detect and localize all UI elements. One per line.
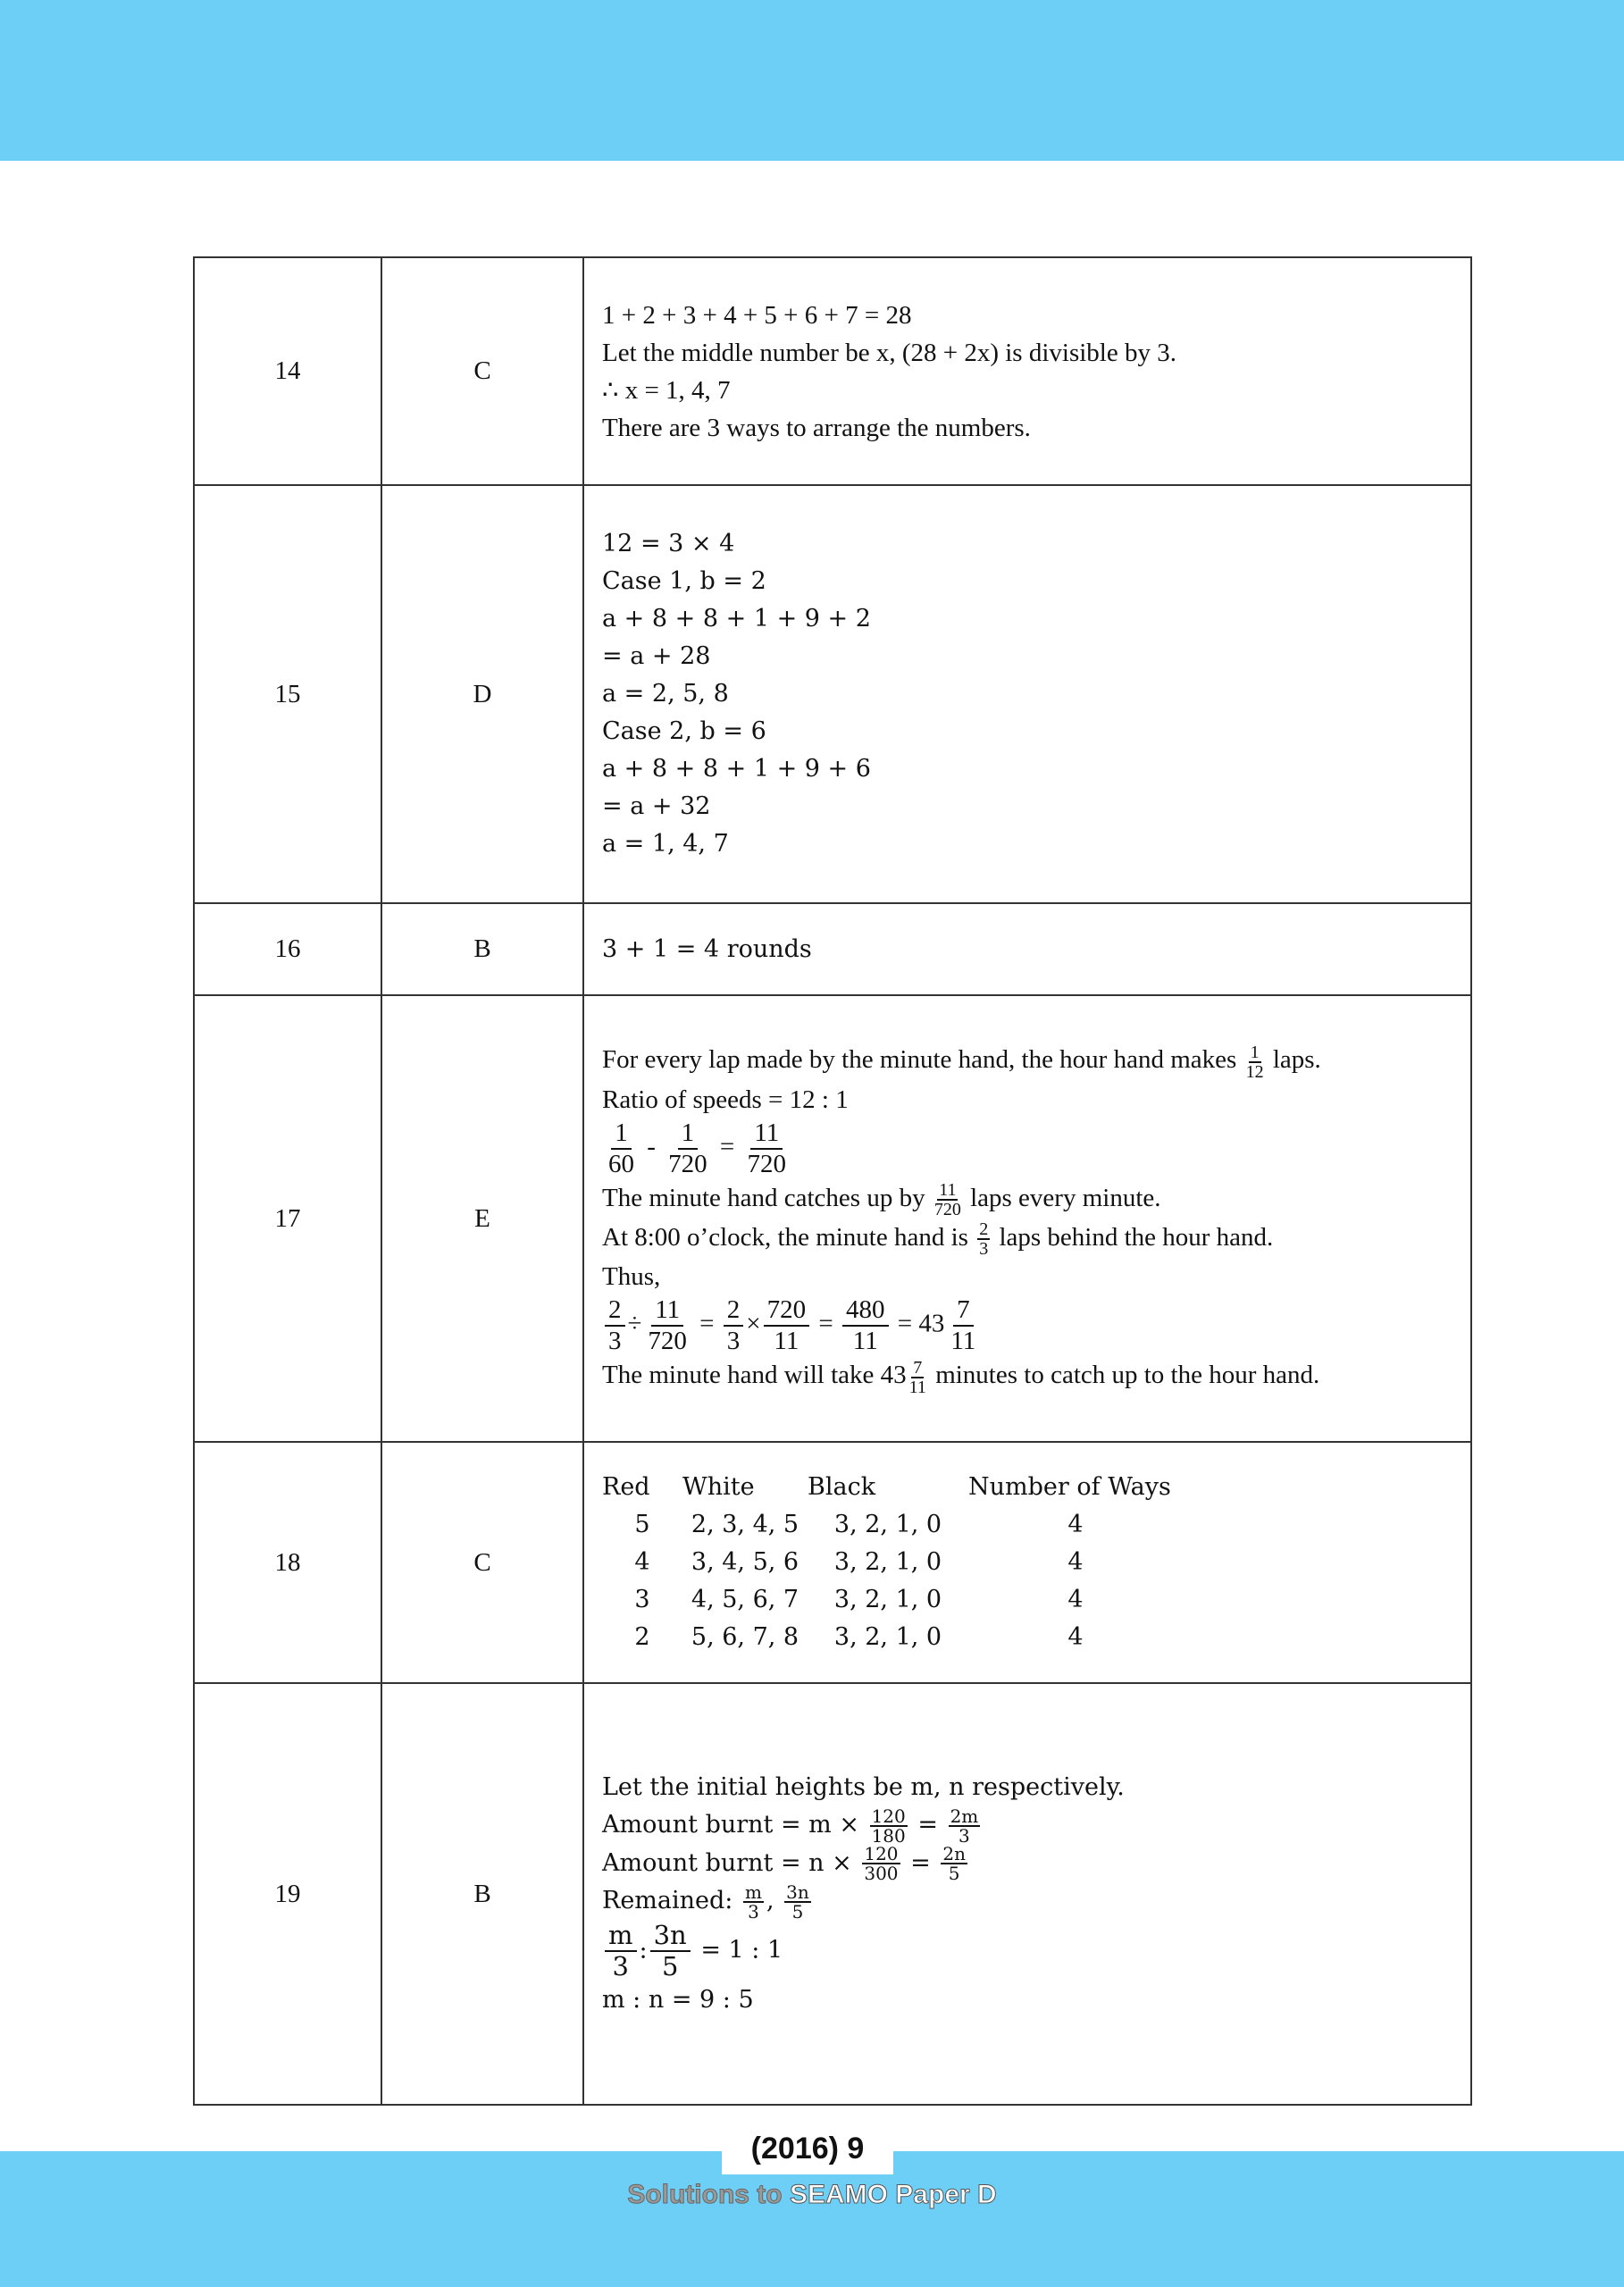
numerator: m	[744, 1881, 762, 1903]
working-line	[602, 1981, 1470, 2019]
text-segment: a = 2, 5, 8	[602, 680, 729, 708]
numerator: 1	[678, 1118, 699, 1150]
table-row	[194, 1442, 1471, 1683]
text-segment: ,	[766, 1887, 783, 1915]
ways-table-cell: 4	[1067, 1623, 1084, 1651]
working-line	[602, 1356, 1470, 1395]
fraction	[941, 1843, 967, 1885]
footer-title-part2: SEAMO Paper D	[789, 2180, 997, 2209]
text-segment: Let the middle number be x, (28 + 2x) is divisible by 3.	[602, 338, 1176, 367]
working-cell	[583, 1683, 1471, 2105]
ways-table-cell: 4	[1067, 1586, 1084, 1613]
denominator: 11	[908, 1377, 926, 1397]
working-line	[602, 525, 1470, 563]
fraction	[744, 1118, 791, 1179]
denominator: 11	[950, 1327, 976, 1356]
text-segment: a = 1, 4, 7	[602, 830, 729, 858]
numerator: 2	[724, 1295, 744, 1327]
text-segment: The minute hand will take 43	[602, 1361, 907, 1390]
ways-table-cell: 2, 3, 4, 5	[691, 1511, 799, 1538]
answer-letter: E	[381, 995, 583, 1442]
text-segment: =	[713, 1132, 741, 1161]
text-segment: 1 + 2 + 3 + 4 + 5 + 6 + 7 = 28	[602, 300, 912, 330]
working-line	[602, 1921, 1470, 1981]
text-segment: a + 8 + 8 + 1 + 9 + 2	[602, 605, 871, 632]
text-segment: Case 1, b = 2	[602, 567, 766, 595]
header-band	[0, 0, 1624, 161]
ways-table	[602, 1469, 1470, 1656]
numerator: 2	[605, 1295, 625, 1327]
ways-table-cell: 3, 2, 1, 0	[833, 1586, 942, 1613]
text-segment: The minute hand catches up by	[602, 1183, 932, 1212]
fraction	[949, 1807, 981, 1845]
working-line	[602, 638, 1470, 675]
question-number: 17	[194, 995, 381, 1442]
numerator: 7	[953, 1295, 974, 1327]
working-line	[602, 675, 1470, 713]
fraction	[665, 1118, 711, 1179]
denominator: 11	[774, 1327, 799, 1356]
numerator: 2m	[950, 1805, 979, 1827]
denominator: 720	[648, 1327, 687, 1356]
denominator: 5	[948, 1863, 960, 1885]
working-line	[602, 1769, 1470, 1806]
ways-table-cell: 3	[634, 1586, 650, 1613]
fraction	[724, 1295, 744, 1356]
table-row	[194, 903, 1471, 995]
working-line	[602, 713, 1470, 750]
text-segment: m : n = 9 : 5	[602, 1985, 754, 2014]
text-segment: ×	[746, 1310, 761, 1338]
text-segment: For every lap made by the minute hand, the hour hand makes	[602, 1045, 1243, 1075]
working-cell	[583, 903, 1471, 995]
denominator: 60	[608, 1149, 634, 1178]
working-line	[602, 600, 1470, 638]
fraction	[862, 1843, 900, 1885]
denominator: 3	[748, 1900, 759, 1923]
numerator: m	[605, 1921, 637, 1952]
numerator: 11	[750, 1118, 783, 1150]
working-line	[602, 1041, 1470, 1080]
denominator: 300	[864, 1863, 899, 1885]
ways-table-cell: 4, 5, 6, 7	[691, 1586, 799, 1613]
text-segment: = 1 : 1	[692, 1936, 783, 1964]
denominator: 3	[958, 1824, 970, 1847]
working-line	[602, 1179, 1470, 1219]
fraction	[743, 1883, 764, 1921]
text-segment: ÷	[627, 1310, 642, 1338]
working-line	[602, 1845, 1470, 1883]
footer-title	[0, 2180, 1624, 2210]
fraction	[764, 1295, 810, 1356]
text-segment: Amount burnt = n ×	[602, 1848, 860, 1877]
ways-table-cell: 3, 2, 1, 0	[833, 1623, 942, 1651]
text-segment: Ratio of speeds = 12 : 1	[602, 1085, 849, 1114]
numerator: 2n	[942, 1843, 966, 1865]
working-line	[602, 1081, 1470, 1118]
fraction	[909, 1359, 926, 1396]
ways-table-header: Number of Ways	[968, 1473, 1171, 1501]
answer-letter: C	[381, 1442, 583, 1683]
text-segment: At 8:00 o’clock, the minute hand is	[602, 1223, 975, 1252]
fraction	[934, 1181, 961, 1219]
working-line	[602, 825, 1470, 863]
text-segment: minutes to catch up to the hour hand.	[928, 1361, 1320, 1390]
table-row	[194, 1683, 1471, 2105]
ways-table-cell: 3, 2, 1, 0	[833, 1511, 942, 1538]
fraction	[842, 1295, 889, 1356]
text-segment: = a + 32	[602, 792, 711, 820]
denominator: 12	[1245, 1061, 1264, 1082]
working-line	[602, 297, 1470, 334]
fraction	[870, 1807, 908, 1845]
text-segment: Remained:	[602, 1887, 741, 1915]
question-number: 14	[194, 257, 381, 485]
question-number: 15	[194, 485, 381, 903]
table-row	[194, 257, 1471, 485]
denominator: 720	[933, 1200, 961, 1219]
working-line	[602, 788, 1470, 825]
text-segment: =	[909, 1811, 946, 1839]
working-line	[602, 1806, 1470, 1845]
text-segment: ∴ x = 1, 4, 7	[602, 375, 731, 405]
working-line	[602, 931, 1470, 968]
fraction	[605, 1118, 638, 1179]
page-number: (2016) 9	[750, 2132, 865, 2166]
ways-table-header: Black	[808, 1473, 876, 1501]
denominator: 3	[979, 1239, 989, 1260]
numerator: 3n	[786, 1881, 809, 1903]
ways-table-cell: 3, 2, 1, 0	[833, 1548, 942, 1576]
fraction	[1246, 1043, 1264, 1081]
answer-letter: C	[381, 257, 583, 485]
text-segment: There are 3 ways to arrange the numbers.	[602, 413, 1031, 442]
fraction	[784, 1883, 811, 1921]
denominator: 720	[668, 1149, 707, 1178]
text-segment: laps.	[1266, 1045, 1321, 1075]
ways-table-cell: 4	[1067, 1511, 1084, 1538]
numerator: 3n	[650, 1921, 691, 1952]
denominator: 180	[871, 1824, 906, 1847]
working-line	[602, 750, 1470, 788]
working-line	[602, 334, 1470, 372]
fraction	[644, 1295, 691, 1356]
fraction	[605, 1295, 625, 1356]
ways-table-cell: 4	[634, 1548, 650, 1576]
denominator: 3	[726, 1327, 741, 1356]
numerator: 11	[939, 1180, 957, 1200]
text-segment: :	[639, 1936, 648, 1964]
working-line	[602, 1295, 1470, 1356]
text-segment: 3 + 1 = 4 rounds	[602, 934, 812, 963]
text-segment: a + 8 + 8 + 1 + 9 + 6	[602, 755, 871, 783]
working-cell	[583, 995, 1471, 1442]
question-number: 16	[194, 903, 381, 995]
text-segment: laps every minute.	[963, 1183, 1161, 1212]
working-line	[602, 1219, 1470, 1258]
denominator: 720	[747, 1149, 787, 1178]
working-cell	[583, 1442, 1471, 1683]
answer-letter: B	[381, 1683, 583, 2105]
ways-table-cell: 4	[1067, 1548, 1084, 1576]
numerator: 1	[611, 1118, 632, 1150]
question-number: 19	[194, 1683, 381, 2105]
fraction	[947, 1295, 979, 1356]
fraction	[605, 1921, 637, 1981]
denominator: 3	[608, 1327, 622, 1356]
working-cell	[583, 257, 1471, 485]
denominator: 5	[791, 1900, 804, 1923]
table-row	[194, 485, 1471, 903]
text-segment: Thus,	[602, 1262, 661, 1292]
numerator: 2	[979, 1219, 989, 1240]
working-line	[602, 1118, 1470, 1179]
ways-table-header: White	[682, 1473, 755, 1501]
denominator: 5	[661, 1950, 679, 1981]
text-segment: Let the initial heights be m, n respectively.	[602, 1773, 1125, 1802]
numerator: 1	[1250, 1042, 1260, 1062]
text-segment: -	[640, 1132, 663, 1161]
denominator: 3	[612, 1950, 629, 1981]
text-segment: Case 2, b = 6	[602, 717, 766, 745]
working-line	[602, 1258, 1470, 1295]
text-segment: laps behind the hour hand.	[992, 1223, 1274, 1252]
working-line	[602, 563, 1470, 600]
ways-table-cell: 5, 6, 7, 8	[691, 1623, 799, 1651]
numerator: 480	[842, 1295, 889, 1327]
solutions-table	[193, 256, 1472, 2106]
footer-title-part1: Solutions to	[627, 2180, 790, 2209]
numerator: 120	[871, 1805, 906, 1827]
numerator: 720	[764, 1295, 810, 1327]
numerator: 120	[864, 1843, 899, 1865]
ways-table-header: Red	[602, 1473, 650, 1501]
text-segment: 12 = 3 × 4	[602, 530, 735, 557]
text-segment: = a + 28	[602, 642, 711, 670]
answer-letter: D	[381, 485, 583, 903]
text-segment: =	[902, 1848, 939, 1877]
question-number: 18	[194, 1442, 381, 1683]
numerator: 11	[651, 1295, 683, 1327]
working-cell	[583, 485, 1471, 903]
denominator: 11	[852, 1327, 878, 1356]
text-segment: Amount burnt = m ×	[602, 1811, 867, 1839]
text-segment: = 43	[891, 1310, 945, 1338]
fraction	[650, 1921, 691, 1981]
numerator: 7	[913, 1357, 923, 1378]
ways-table-cell: 2	[634, 1623, 650, 1651]
fraction	[977, 1220, 990, 1258]
text-segment: =	[812, 1310, 840, 1338]
working-line	[602, 409, 1470, 447]
text-segment: =	[692, 1310, 721, 1338]
ways-table-cell: 5	[634, 1511, 650, 1538]
working-line	[602, 372, 1470, 409]
ways-table-cell: 3, 4, 5, 6	[691, 1548, 799, 1576]
table-row	[194, 995, 1471, 1442]
working-line	[602, 1882, 1470, 1921]
answer-letter: B	[381, 903, 583, 995]
